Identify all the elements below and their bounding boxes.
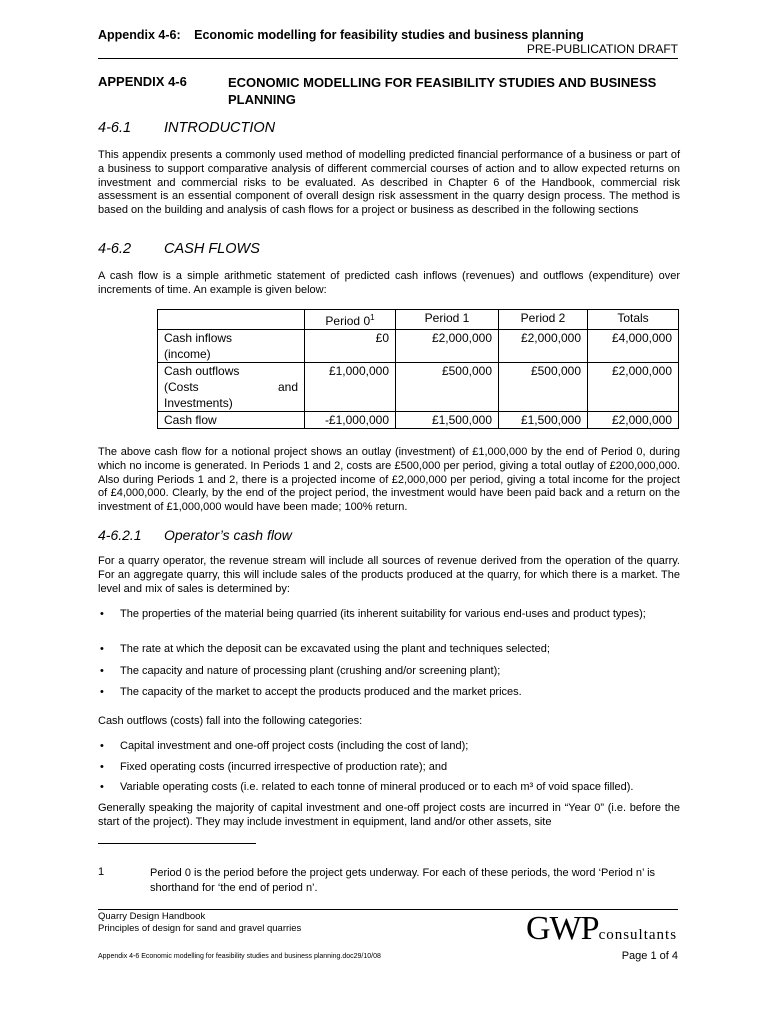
- row-label: Cash inflows (income): [158, 330, 305, 363]
- column-header: Period 1: [396, 310, 499, 330]
- draft-label: PRE-PUBLICATION DRAFT: [526, 42, 678, 56]
- table-header-row: [158, 310, 679, 330]
- section-heading-operator-cash-flow: [98, 527, 292, 543]
- table-cell: £2,000,000: [588, 363, 679, 412]
- logo-word: consultants: [598, 927, 678, 943]
- table-cell: £0: [305, 330, 396, 363]
- list-item: • Fixed operating costs (incurred irrespective of production rate); and: [100, 761, 448, 773]
- header-title: Economic modelling for feasibility studies and business planning: [194, 28, 584, 42]
- cash-flow-explanation: The above cash flow for a notional project shows an outlay (investment) of £1,000,000 by the end of Period 0, during which no income is generated. In Periods 1 and 2, costs are £500,000 per period, giving a total outlay of £200,000,000. Also during Periods 1 and 2, there is a projected income of £2,000,000 per period, giving a total income for the project of £4,000,000. Clearly, by the end of the project period, the investment would have been paid back and a return on the investment of £1,000,000 would have been made; 100% return.: [98, 446, 680, 514]
- bullet-icon: •: [100, 740, 104, 752]
- footer-filename: Appendix 4-6 Economic modelling for feasibility studies and business planning.doc29/10/08: [98, 953, 381, 960]
- table-cell: £500,000: [499, 363, 588, 412]
- table-corner: [158, 310, 305, 330]
- closing-paragraph: Generally speaking the majority of capital investment and one-off project costs are incurred in “Year 0” (i.e. before the start of the project). They may include investment in equipment, land and/or other assets, site: [98, 802, 680, 828]
- row-label: Cash flow: [158, 412, 305, 429]
- section-number: 4-6.2: [98, 241, 132, 257]
- cash-flow-table: [157, 309, 679, 429]
- column-header: Totals: [588, 310, 679, 330]
- running-header: [98, 28, 584, 42]
- list-item: • Capital investment and one-off project costs (including the cost of land);: [100, 740, 469, 752]
- table-cell: £1,000,000: [305, 363, 396, 412]
- footnote-ref: 1: [370, 313, 375, 322]
- list-item: • The capacity and nature of processing plant (crushing and/or screening plant);: [100, 665, 501, 677]
- outflows-intro: Cash outflows (costs) fall into the following categories:: [98, 715, 363, 727]
- bullet-icon: •: [100, 781, 104, 793]
- list-item: • The capacity of the market to accept the products produced and the market prices.: [100, 686, 522, 698]
- table-cell: £500,000: [396, 363, 499, 412]
- column-header: Period 2: [499, 310, 588, 330]
- bullet-icon: •: [100, 686, 104, 698]
- row-label: Cash outflows (Costs and Investments): [158, 363, 305, 412]
- footnote-rule: [98, 843, 256, 844]
- table-cell: £1,500,000: [499, 412, 588, 429]
- footer-handbook: Quarry Design Handbook: [98, 911, 206, 922]
- column-header: Period $0^1$: [305, 310, 396, 330]
- table-cell: £2,000,000: [499, 330, 588, 363]
- page-title: ECONOMIC MODELLING FOR FEASIBILITY STUDIES AND BUSINESS PLANNING: [228, 75, 657, 107]
- appendix-number: APPENDIX 4-6: [98, 74, 187, 89]
- page-number: Page 1 of 4: [621, 950, 678, 962]
- table-cell: -£1,000,000: [305, 412, 396, 429]
- table-row: [158, 330, 679, 363]
- section-number: 4-6.1: [98, 120, 132, 136]
- footer-subtitle: Principles of design for sand and gravel quarries: [98, 923, 302, 934]
- table-cell: £2,000,000: [588, 412, 679, 429]
- header-appendix: Appendix 4-6:: [98, 28, 181, 42]
- footnote-number: 1: [98, 866, 105, 878]
- footnote-text: Period 0 is the period before the project gets underway. For each of these periods, the word ‘Period n’ is shorthand for ‘the end of period n’.: [150, 867, 656, 894]
- intro-paragraph: This appendix presents a commonly used method of modelling predicted financial performance of a business or part of a business to support comparative analysis of different commercial courses of action and to allow expected returns on investment and commercial risks to be evaluated. As described in Chapter 6 of the Handbook, commercial risk assessment is an essential component of overall design risk assessment in the quarry design process. The method is based on the building and analysis of cash flows for a project or business as described in the following sections: [98, 149, 680, 217]
- section-title: Operator’s cash flow: [164, 527, 292, 543]
- section-heading-cash-flows: [98, 241, 260, 257]
- operator-intro: For a quarry operator, the revenue stream will include all sources of revenue derived from the operation of the quarry. For an aggregate quarry, this will include sales of the products produced at the quarry, for which there is a market. The level and mix of sales is determined by:: [98, 555, 680, 595]
- header-rule: [98, 58, 678, 59]
- bullet-icon: •: [100, 761, 104, 773]
- table-cell: £4,000,000: [588, 330, 679, 363]
- table-row: [158, 363, 679, 412]
- table-cell: £2,000,000: [396, 330, 499, 363]
- bullet-icon: •: [100, 608, 104, 620]
- bullet-icon: •: [100, 643, 104, 655]
- logo-mark: GWP: [526, 910, 599, 947]
- bullet-icon: •: [100, 665, 104, 677]
- section-title: CASH FLOWS: [164, 241, 260, 257]
- section-number: 4-6.2.1: [98, 527, 142, 543]
- cash-flow-intro: A cash flow is a simple arithmetic statement of predicted cash inflows (revenues) and outflows (expenditure) over increments of time. An example is given below:: [98, 270, 680, 296]
- table-cell: £1,500,000: [396, 412, 499, 429]
- gwp-logo: [526, 910, 677, 948]
- list-item: • The rate at which the deposit can be excavated using the plant and techniques selected;: [100, 643, 550, 655]
- section-heading-introduction: [98, 120, 275, 136]
- table-row: [158, 412, 679, 429]
- section-title: INTRODUCTION: [164, 120, 276, 136]
- list-item: • Variable operating costs (i.e. related to each tonne of mineral produced or to each m³ of void space filled).: [100, 781, 634, 793]
- list-item: • The properties of the material being quarried (its inherent suitability for various end-uses and product types);: [100, 608, 646, 620]
